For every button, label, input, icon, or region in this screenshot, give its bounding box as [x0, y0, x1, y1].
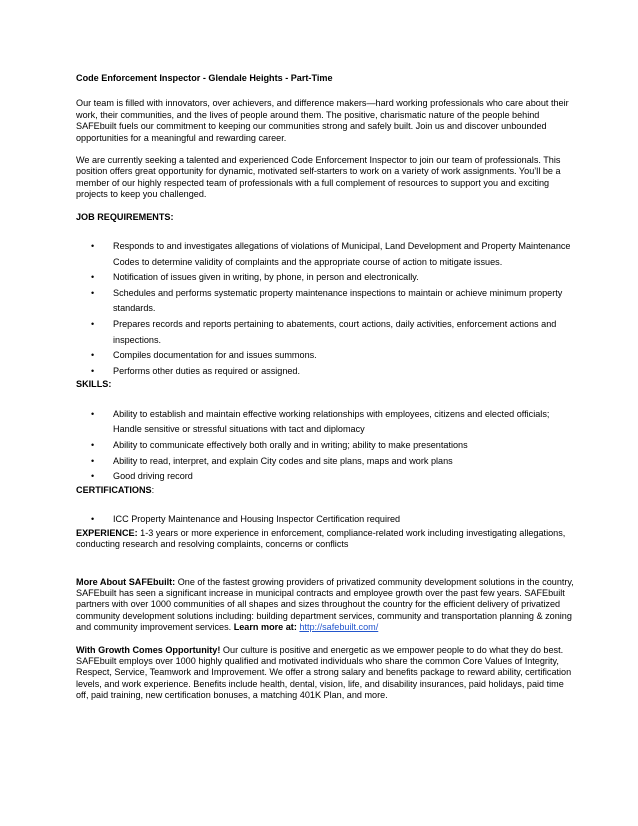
bullet-icon: • [91, 440, 95, 450]
list-item-text: Notification of issues given in writing, by phone, in person and electronically. [113, 272, 419, 283]
job-requirements-heading: JOB REQUIREMENTS: [76, 211, 174, 222]
list-item-text: Prepares records and reports pertaining to abatements, court actions, daily activities, enforcement actions and inspections. [113, 319, 557, 345]
page-title: Code Enforcement Inspector - Glendale Heights - Part-Time [76, 73, 333, 83]
certifications-heading [76, 485, 578, 496]
bullet-icon: • [91, 319, 95, 330]
growth-paragraph [76, 645, 578, 702]
growth-text: Our culture is positive and energetic as we empower people to do what they do best. SAFEbuilt employs over 1000 highly qualified and motivated individuals who share the common Core Values of Integrity, Respect, Service, Teamwork and Improvement. We offer a strong salary and benefits package to reward ability, certification levels, and work experience. Benefits include health, dental, vision, life, and disability insurances, paid holidays, paid time off, paid training, new certification bonuses, a matching 401K Plan, and more. [76, 644, 572, 701]
list-item [76, 317, 578, 348]
learn-more-label: Learn more at: [233, 622, 297, 633]
intro-paragraph-1: Our team is filled with innovators, over achievers, and difference makers—hard working professionals who care about their work, their communities, and the lives of people around them. The positive, charismatic nature of the people behind SAFEbuilt fuels our commitment to keeping our communities strong and safely built. Join us and discover unbounded opportunities for a meaningful and rewarding career. [76, 98, 569, 143]
list-item-text: Performs other duties as required or assigned. [113, 365, 301, 376]
intro-paragraph-2: We are currently seeking a talented and experienced Code Enforcement Inspector to join our team of professionals. This position offers great opportunity for dynamic, motivated self-starters to work on a variety of work assignments. You’ll be a member of our highly respected team of professionals with a full complement of resources to support you and exciting projects to keep you challenged. [76, 155, 561, 200]
list-item-text: Compiles documentation for and issues summons. [113, 350, 317, 361]
list-item [76, 364, 578, 380]
list-item-text: Ability to read, interpret, and explain City codes and site plans, maps and work plans [113, 455, 453, 466]
list-item [76, 438, 578, 454]
certifications-heading-text: CERTIFICATIONS [76, 484, 152, 495]
list-item [76, 407, 578, 438]
list-item-text: Good driving record [113, 471, 193, 482]
list-item-text: Schedules and performs systematic property maintenance inspections to maintain or achieve minimum property standards. [113, 287, 563, 314]
experience-text: 1-3 years or more experience in enforcement, compliance-related work including investigating allegations, conducting research and resolving complaints, concerns or conflicts [76, 527, 566, 550]
job-requirements-list [76, 239, 578, 379]
bullet-icon: • [91, 455, 95, 466]
list-item-text: Ability to communicate effectively both orally and in writing; ability to make presentations [113, 440, 468, 450]
bullet-icon: • [91, 272, 95, 283]
experience-label: EXPERIENCE: [76, 527, 138, 538]
about-label: More About SAFEbuilt: [76, 576, 176, 587]
list-item [76, 270, 578, 286]
bullet-icon: • [91, 287, 95, 298]
growth-label: With Growth Comes Opportunity! [76, 644, 221, 655]
bullet-icon: • [91, 365, 95, 376]
list-item [76, 286, 578, 317]
certifications-list [76, 512, 578, 528]
list-item-text: Responds to and investigates allegations of violations of Municipal, Land Development and Property Maintenance Codes to determine validity of complaints and the appropriate course of action to mitigate issues. [113, 241, 571, 267]
bullet-icon: • [91, 408, 95, 419]
list-item-text: Ability to establish and maintain effective working relationships with employees, citizens and elected officials; Handle sensitive or stressful situations with tact and diplomacy [113, 408, 550, 435]
list-item-text: ICC Property Maintenance and Housing Inspector Certification required [113, 514, 401, 525]
certifications-heading-colon: : [151, 484, 155, 495]
bullet-icon: • [91, 350, 95, 361]
bullet-icon: • [91, 514, 95, 525]
about-paragraph [76, 577, 578, 634]
list-item [76, 348, 578, 364]
safebuilt-link[interactable]: http://safebuilt.com/ [299, 622, 379, 633]
list-item [76, 454, 578, 470]
skills-heading: SKILLS: [76, 379, 112, 390]
list-item [76, 469, 578, 485]
bullet-icon: • [91, 241, 95, 252]
about-text: One of the fastest growing providers of privatized community development solutions in the country, SAFEbuilt has seen a significant increase in municipal contracts and employee growth over the past few years. SAFEbuilt partners with over 1000 communities of all shapes and sizes throughout the country for the efficient delivery of privatized community development solutions including: building department services, community and transportation planning & zoning and community improvement services. [76, 576, 574, 633]
skills-list [76, 407, 578, 485]
experience-paragraph [76, 528, 578, 551]
bullet-icon: • [91, 471, 95, 482]
list-item [76, 239, 578, 270]
list-item [76, 512, 578, 528]
